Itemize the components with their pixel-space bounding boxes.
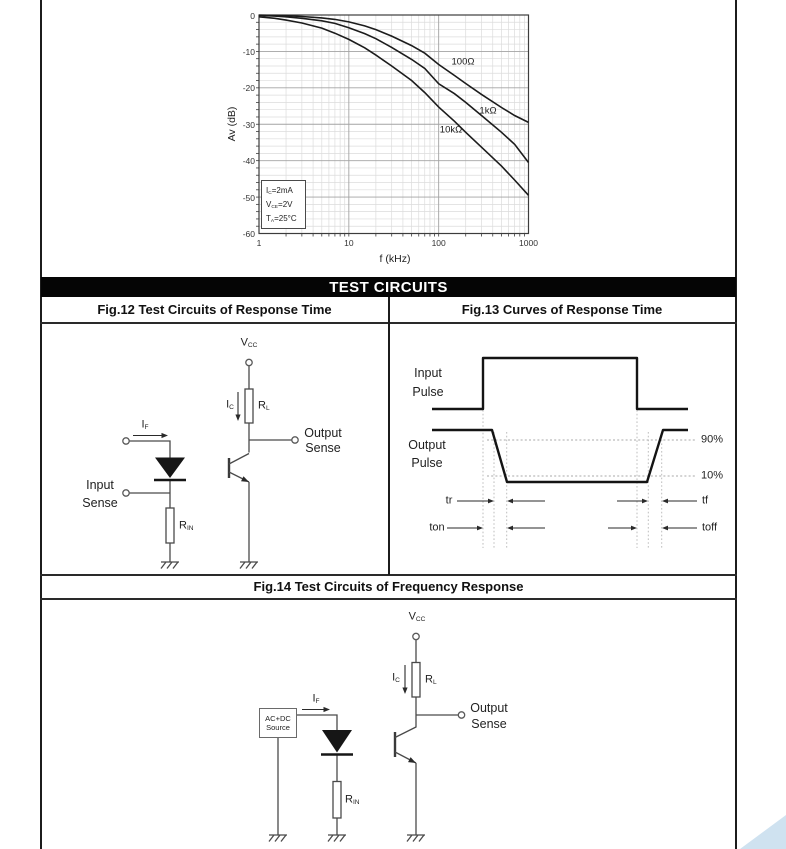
fig14-caption: Fig.14 Test Circuits of Frequency Response <box>253 579 524 594</box>
output-sense-terminal <box>292 437 298 443</box>
chart-y-tick: -60 <box>242 229 255 239</box>
input-pulse-label-1: Input <box>414 365 442 380</box>
tr-label: tr <box>445 494 453 507</box>
chart-y-tick: -50 <box>242 192 255 203</box>
page-corner-decoration <box>740 815 786 849</box>
chart-y-tick: -40 <box>242 156 255 167</box>
if-label: $I_F$ <box>312 692 320 706</box>
vcc-label: $V_{CC}$ <box>408 610 426 624</box>
output-sense-label-1: Output <box>470 700 508 715</box>
chart-x-axis-label: f (kHz) <box>379 252 411 265</box>
led-diode-icon <box>155 458 185 479</box>
fig12-circuit-diagram <box>42 325 389 574</box>
output-sense-terminal <box>458 712 464 718</box>
chart-y-tick: -10 <box>242 46 255 57</box>
resistor-rl-icon <box>412 663 420 698</box>
fig12-caption: Fig.12 Test Circuits of Response Time <box>97 302 332 317</box>
input-pulse-label-2: Pulse <box>412 384 444 399</box>
resistor-rin-icon <box>166 508 174 543</box>
source-label-2: Source <box>266 723 290 732</box>
toff-label: toff <box>702 521 718 534</box>
output-sense-label-2: Sense <box>471 716 507 731</box>
vcc-terminal <box>246 359 252 365</box>
section-header-text: TEST CIRCUITS <box>329 278 448 296</box>
collector-wire <box>249 366 292 562</box>
condition-ic: $I_C=2mA$ <box>266 186 293 197</box>
chart-x-tick: 1 <box>256 238 262 248</box>
rin-label: $R_{IN}$ <box>345 793 360 807</box>
ground-icon <box>407 835 425 842</box>
collector-wire <box>416 640 458 835</box>
rl-label: $R_L$ <box>425 673 437 687</box>
source-label-1: AC+DC <box>265 714 291 723</box>
output-pulse-waveform <box>432 430 688 482</box>
fig13-timing-diagram <box>395 330 735 565</box>
output-pulse-label-2: Pulse <box>411 455 443 470</box>
vcc-terminal <box>413 633 419 639</box>
ground-icon <box>328 835 346 842</box>
output-sense-label-2: Sense <box>305 440 341 455</box>
fig13-caption: Fig.13 Curves of Response Time <box>461 302 663 317</box>
curve-label-10kohm: 10kΩ <box>439 124 463 136</box>
transistor-collector <box>229 454 249 465</box>
ground-icon <box>240 562 258 569</box>
resistor-rin-icon <box>333 782 341 819</box>
output-pulse-label-1: Output <box>408 437 446 452</box>
frequency-response-chart <box>215 0 555 270</box>
tf-label: tf <box>702 494 709 507</box>
if-label: $I_F$ <box>141 418 149 432</box>
input-wire <box>129 441 170 458</box>
section-header-test-circuits <box>41 277 736 297</box>
chart-x-tick: 100 <box>431 238 446 248</box>
if-terminal <box>123 438 129 444</box>
chart-conditions-box <box>261 180 306 229</box>
chart-y-tick: -20 <box>242 83 255 94</box>
input-sense-label-1: Input <box>86 477 114 492</box>
condition-vce: $V_{CE}=2V$ <box>266 200 293 211</box>
transistor-collector <box>395 727 416 738</box>
ac-dc-source-box <box>259 708 297 738</box>
rl-label: $R_L$ <box>258 399 270 413</box>
curve-label-1kohm: 1kΩ <box>479 105 497 117</box>
ground-icon <box>269 835 287 842</box>
vcc-label: $V_{CC}$ <box>240 336 258 350</box>
level-90pct-label: 90% <box>701 433 724 446</box>
chart-y-axis-label: Av (dB) <box>225 106 238 142</box>
resistor-rl-icon <box>245 389 253 423</box>
rin-label: $R_{IN}$ <box>179 519 194 533</box>
condition-ta: $T_A=25^\circ C$ <box>266 214 297 225</box>
curve-label-100ohm: 100Ω <box>451 56 475 68</box>
chart-x-tick: 1000 <box>519 238 538 248</box>
input-sense-label-2: Sense <box>82 495 118 510</box>
table-border-right <box>735 0 737 849</box>
led-diode-icon <box>322 730 352 753</box>
ic-label: $I_C$ <box>392 671 400 685</box>
chart-y-tick: -30 <box>242 119 255 130</box>
chart-y-tick: 0 <box>250 10 255 21</box>
input-pulse-waveform <box>432 358 688 409</box>
ton-label: ton <box>429 521 445 534</box>
fig14-circuit-diagram <box>230 600 560 849</box>
ground-icon <box>161 562 179 569</box>
output-sense-label-1: Output <box>304 425 342 440</box>
input-sense-terminal <box>123 490 129 496</box>
ic-label: $I_C$ <box>226 398 234 412</box>
level-10pct-label: 10% <box>701 469 724 482</box>
chart-canvas <box>215 0 555 270</box>
chart-x-tick: 10 <box>344 238 354 248</box>
